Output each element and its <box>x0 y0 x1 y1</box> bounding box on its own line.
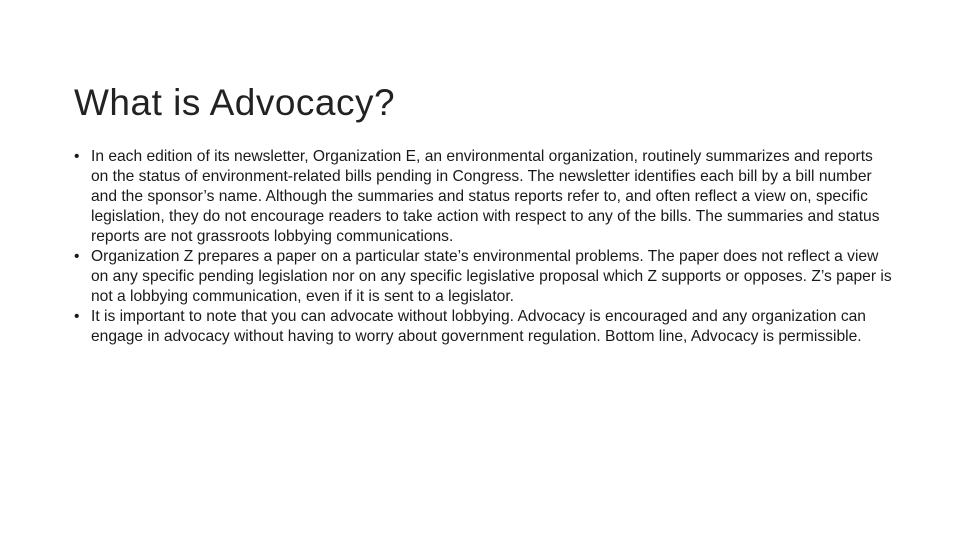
bullet-dot-icon: • <box>74 308 80 325</box>
bullet-text: Organization Z prepares a paper on a particular state’s environmental problems. The paper does not reflect a view on any specific pending legislation nor on any specific legislative proposal which Z supports or opposes. Z’s paper is not a lobbying communication, even if it is sent to a legislator. <box>91 248 892 305</box>
bullet-text: It is important to note that you can advocate without lobbying. Advocacy is encouraged and any organization can engage in advocacy without having to worry about government regulation. Bottom line, Advocacy is permissible. <box>91 308 866 345</box>
bullet-dot-icon: • <box>74 248 80 265</box>
bullet-list <box>74 147 894 347</box>
bullet-item <box>74 247 894 307</box>
bullet-item <box>74 147 894 247</box>
bullet-dot-icon: • <box>74 148 80 165</box>
bullet-text: In each edition of its newsletter, Organization E, an environmental organization, routinely summarizes and reports on the status of environment-related bills pending in Congress. The newsletter identifies each bill by a bill number and the sponsor’s name. Although the summaries and status reports refer to, and often reflect a view on, specific legislation, they do not encourage readers to take action with respect to any of the bills. The summaries and status reports are not grassroots lobbying communications. <box>91 148 880 245</box>
bullet-item <box>74 307 894 347</box>
slide-title: What is Advocacy? <box>74 82 396 123</box>
